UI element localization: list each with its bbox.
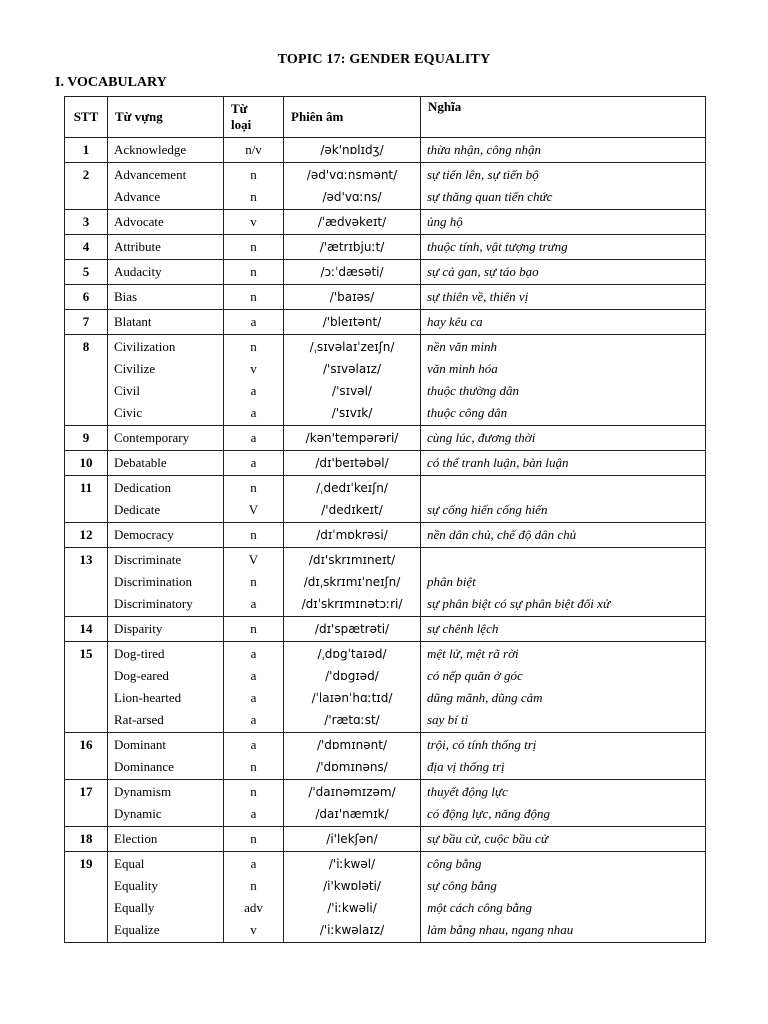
table-row: [65, 827, 706, 852]
meaning: thừa nhận, công nhận: [427, 142, 541, 157]
pronunciation-cell: [284, 617, 421, 642]
word-entry: Election: [114, 831, 158, 846]
meaning-cell: [421, 335, 706, 426]
table-row: [65, 523, 706, 548]
word-entry: Advancement: [114, 167, 187, 182]
part-of-speech: v: [250, 214, 257, 229]
meaning-cell: [421, 451, 706, 476]
header-pos: [224, 97, 284, 138]
header-pos-line1: Từ: [231, 101, 248, 116]
row-number: 18: [65, 827, 108, 852]
word-entry: Discrimination: [114, 574, 192, 589]
table-row: [65, 476, 706, 523]
table-row: [65, 780, 706, 827]
meaning: sự tiến lên, sự tiến bộ: [427, 167, 539, 182]
part-of-speech: a: [250, 856, 257, 871]
row-number: 7: [65, 310, 108, 335]
word-entry: Equalize: [114, 922, 160, 937]
pronunciation: /dɪˈskrɪmɪnətɔːri/: [301, 597, 403, 611]
header-ipa: [284, 97, 421, 138]
word-entry: Dedication: [114, 480, 172, 495]
pronunciation-cell: [284, 852, 421, 943]
meaning-cell: [421, 617, 706, 642]
table-row: [65, 310, 706, 335]
word-entry: Disparity: [114, 621, 163, 636]
meaning: sự công bằng: [427, 878, 497, 893]
meaning-cell: [421, 523, 706, 548]
part-of-speech: V: [248, 552, 259, 567]
word-entry-cell: [108, 733, 224, 780]
pronunciation: /'dedɪkeɪt/: [321, 503, 383, 517]
part-of-speech: n: [250, 831, 257, 846]
word-entry-cell: [108, 451, 224, 476]
table-row: [65, 235, 706, 260]
pronunciation-cell: [284, 548, 421, 617]
part-of-speech: a: [250, 383, 257, 398]
part-of-speech: n: [250, 621, 257, 636]
part-of-speech-cell: [224, 476, 284, 523]
pronunciation-cell: [284, 733, 421, 780]
meaning: làm bằng nhau, ngang nhau: [427, 922, 574, 937]
meaning-cell: [421, 426, 706, 451]
word-entry-cell: [108, 426, 224, 451]
part-of-speech: a: [250, 668, 257, 683]
part-of-speech: n: [250, 574, 257, 589]
meaning: có động lực, năng động: [427, 806, 550, 821]
pronunciation: /'dɒmɪnənt/: [316, 738, 388, 752]
part-of-speech: n/v: [245, 142, 262, 157]
pronunciation: /əd'vɑːnsmənt/: [306, 168, 398, 182]
word-entry: Equally: [114, 900, 155, 915]
word-entry: Equal: [114, 856, 145, 871]
word-entry: Dynamic: [114, 806, 162, 821]
meaning-cell: [421, 476, 706, 523]
part-of-speech: n: [250, 527, 257, 542]
part-of-speech: n: [250, 289, 257, 304]
part-of-speech: n: [250, 759, 257, 774]
table-row: [65, 163, 706, 210]
meaning-cell: [421, 210, 706, 235]
word-entry-cell: [108, 780, 224, 827]
vocabulary-table: [64, 96, 706, 943]
header-meaning: [421, 97, 706, 138]
pronunciation-cell: [284, 260, 421, 285]
pronunciation: /ˈlaɪənˈhɑːtɪd/: [311, 691, 393, 705]
table-row: [65, 451, 706, 476]
word-entry: Civilize: [114, 361, 156, 376]
table-row: [65, 210, 706, 235]
table-row: [65, 426, 706, 451]
part-of-speech-cell: [224, 335, 284, 426]
pronunciation: /'sɪvɪk/: [331, 406, 373, 420]
meaning: sự thiên về, thiên vị: [427, 289, 529, 304]
part-of-speech-cell: [224, 617, 284, 642]
row-number: 3: [65, 210, 108, 235]
pronunciation: /ˌdedɪˈkeɪʃn/: [316, 481, 388, 495]
row-number: 6: [65, 285, 108, 310]
word-entry: Debatable: [114, 455, 167, 470]
word-entry-cell: [108, 210, 224, 235]
part-of-speech-cell: [224, 163, 284, 210]
pronunciation: /i'lekʃən/: [326, 832, 378, 846]
table-row: [65, 852, 706, 943]
part-of-speech-cell: [224, 642, 284, 733]
meaning-cell: [421, 235, 706, 260]
part-of-speech: a: [250, 690, 257, 705]
meaning: sự cả gan, sự táo bạo: [427, 264, 539, 279]
word-entry: Blatant: [114, 314, 152, 329]
meaning: nền dân chủ, chế độ dân chủ: [427, 527, 577, 542]
part-of-speech: v: [250, 361, 257, 376]
header-word: [108, 97, 224, 138]
word-entry: Rat-arsed: [114, 712, 164, 727]
meaning-cell: [421, 642, 706, 733]
word-entry: Contemporary: [114, 430, 190, 445]
meaning-cell: [421, 310, 706, 335]
meaning: có thể tranh luận, bàn luận: [427, 455, 569, 470]
pronunciation-cell: [284, 827, 421, 852]
pronunciation: /'dɒmɪnəns/: [316, 760, 388, 774]
row-number: 15: [65, 642, 108, 733]
part-of-speech-cell: [224, 548, 284, 617]
pronunciation-cell: [284, 476, 421, 523]
pronunciation-cell: [284, 285, 421, 310]
word-entry: Dominance: [114, 759, 174, 774]
meaning: thuộc công dân: [427, 405, 508, 420]
word-entry: Lion-hearted: [114, 690, 182, 705]
pronunciation: /dɪˌskrɪmɪˈneɪʃn/: [303, 575, 401, 589]
part-of-speech: n: [250, 264, 257, 279]
part-of-speech: n: [250, 480, 257, 495]
word-entry: Audacity: [114, 264, 162, 279]
word-entry-cell: [108, 285, 224, 310]
meaning-cell: [421, 780, 706, 827]
row-number: 5: [65, 260, 108, 285]
word-entry: Dog-eared: [114, 668, 169, 683]
part-of-speech: n: [250, 189, 257, 204]
table-row: [65, 138, 706, 163]
pronunciation: /'sɪvəl/: [332, 384, 372, 398]
pronunciation: /'iːkwəlaɪz/: [319, 923, 385, 937]
table-row: [65, 733, 706, 780]
part-of-speech-cell: [224, 260, 284, 285]
header-stt: STT: [65, 97, 108, 138]
meaning: hay kêu ca: [427, 314, 483, 329]
word-entry: Civilization: [114, 339, 176, 354]
row-number: 12: [65, 523, 108, 548]
part-of-speech-cell: [224, 733, 284, 780]
part-of-speech: v: [250, 922, 257, 937]
meaning: sự bầu cử, cuộc bầu cử: [427, 831, 548, 846]
part-of-speech: a: [250, 314, 257, 329]
meaning-cell: [421, 548, 706, 617]
word-entry: Dominant: [114, 737, 166, 752]
row-number: 13: [65, 548, 108, 617]
meaning-cell: [421, 733, 706, 780]
word-entry: Democracy: [114, 527, 174, 542]
meaning-cell: [421, 827, 706, 852]
pronunciation: /'ætrɪbjuːt/: [319, 240, 385, 254]
meaning: ủng hộ: [427, 214, 463, 229]
row-number: 4: [65, 235, 108, 260]
word-entry-cell: [108, 617, 224, 642]
header-ipa-label: Phiên âm: [291, 109, 344, 124]
meaning: sự chênh lệch: [427, 621, 499, 636]
meaning: sự phân biệt có sự phân biệt đối xử: [427, 596, 611, 611]
pronunciation: /ɔːˈdæsəti/: [320, 265, 384, 279]
word-entry: Acknowledge: [114, 142, 187, 157]
part-of-speech: a: [250, 430, 257, 445]
pronunciation-cell: [284, 235, 421, 260]
part-of-speech: a: [250, 646, 257, 661]
header-word-label: Từ vựng: [115, 109, 163, 124]
part-of-speech-cell: [224, 138, 284, 163]
word-entry-cell: [108, 335, 224, 426]
part-of-speech: n: [250, 784, 257, 799]
part-of-speech: n: [250, 878, 257, 893]
word-entry-cell: [108, 476, 224, 523]
meaning: sự thăng quan tiến chức: [427, 189, 553, 204]
word-entry: Discriminate: [114, 552, 182, 567]
word-entry: Equality: [114, 878, 159, 893]
word-entry: Dog-tired: [114, 646, 165, 661]
pronunciation: /'dɒgɪəd/: [325, 669, 379, 683]
pronunciation: /dɪ'spætrəti/: [314, 622, 390, 636]
pronunciation-cell: [284, 210, 421, 235]
meaning-cell: [421, 285, 706, 310]
pronunciation: /'baɪəs/: [329, 290, 375, 304]
table-row: [65, 548, 706, 617]
meaning: sự cống hiến cống hiến: [427, 502, 548, 517]
part-of-speech-cell: [224, 285, 284, 310]
word-entry-cell: [108, 548, 224, 617]
pronunciation: /'iːkwəl/: [328, 857, 376, 871]
row-number: 9: [65, 426, 108, 451]
word-entry: Discriminatory: [114, 596, 193, 611]
pronunciation: /dɪˈmɒkrəsi/: [316, 528, 388, 542]
pronunciation: /dɪ'beɪtəbəl/: [315, 456, 389, 470]
row-number: 14: [65, 617, 108, 642]
part-of-speech: adv: [244, 900, 263, 915]
word-entry: Advocate: [114, 214, 164, 229]
part-of-speech: a: [250, 737, 257, 752]
word-entry: Dynamism: [114, 784, 172, 799]
pronunciation: /ˌsɪvəlaɪˈzeɪʃn/: [309, 340, 395, 354]
word-entry-cell: [108, 260, 224, 285]
word-entry-cell: [108, 827, 224, 852]
meaning: [421, 477, 705, 499]
word-entry: Advance: [114, 189, 161, 204]
word-entry-cell: [108, 235, 224, 260]
pronunciation: /ˈædvəkeɪt/: [317, 215, 387, 229]
table-header-row: [65, 97, 706, 138]
pronunciation: /'rætɑːst/: [324, 713, 380, 727]
part-of-speech: a: [250, 455, 257, 470]
word-entry: Attribute: [114, 239, 161, 254]
meaning: nền văn minh: [427, 339, 498, 354]
pronunciation-cell: [284, 163, 421, 210]
part-of-speech: n: [250, 339, 257, 354]
part-of-speech: a: [250, 712, 257, 727]
pronunciation: /əd'vɑːns/: [322, 190, 382, 204]
pronunciation-cell: [284, 335, 421, 426]
pronunciation-cell: [284, 523, 421, 548]
meaning-cell: [421, 163, 706, 210]
part-of-speech: n: [250, 239, 257, 254]
word-entry-cell: [108, 523, 224, 548]
row-number: 11: [65, 476, 108, 523]
pronunciation: /kən'tempərəri/: [305, 431, 399, 445]
meaning: say bí tỉ: [427, 712, 469, 727]
word-entry-cell: [108, 138, 224, 163]
part-of-speech: n: [250, 167, 257, 182]
part-of-speech-cell: [224, 210, 284, 235]
row-number: 8: [65, 335, 108, 426]
pronunciation-cell: [284, 426, 421, 451]
table-row: [65, 617, 706, 642]
row-number: 1: [65, 138, 108, 163]
part-of-speech-cell: [224, 780, 284, 827]
meaning-cell: [421, 138, 706, 163]
row-number: 2: [65, 163, 108, 210]
header-meaning-label: Nghĩa: [428, 99, 462, 114]
pronunciation: /ˌdɒgˈtaɪəd/: [317, 647, 387, 661]
pronunciation: /dɪ'skrɪmɪneɪt/: [308, 553, 396, 567]
meaning: phân biệt: [427, 574, 476, 589]
part-of-speech: a: [250, 596, 257, 611]
meaning: công bằng: [427, 856, 482, 871]
pronunciation: /'daɪnəmɪzəm/: [308, 785, 396, 799]
word-entry-cell: [108, 642, 224, 733]
pronunciation: /'sɪvəlaɪz/: [322, 362, 382, 376]
part-of-speech-cell: [224, 523, 284, 548]
word-entry: Civil: [114, 383, 141, 398]
pronunciation-cell: [284, 642, 421, 733]
meaning: địa vị thống trị: [427, 759, 505, 774]
pronunciation: /'bleɪtənt/: [322, 315, 382, 329]
meaning: thuộc tính, vật tượng trưng: [427, 239, 568, 254]
table-row: [65, 285, 706, 310]
part-of-speech-cell: [224, 451, 284, 476]
pronunciation: /'iːkwəli/: [327, 901, 377, 915]
meaning: thuộc thường dân: [427, 383, 520, 398]
part-of-speech-cell: [224, 310, 284, 335]
meaning: [421, 549, 705, 571]
row-number: 17: [65, 780, 108, 827]
word-entry-cell: [108, 852, 224, 943]
word-entry: Civic: [114, 405, 143, 420]
table-row: [65, 260, 706, 285]
word-entry-cell: [108, 310, 224, 335]
meaning-cell: [421, 260, 706, 285]
row-number: 16: [65, 733, 108, 780]
pronunciation: /i'kwɒləti/: [323, 879, 381, 893]
pronunciation-cell: [284, 780, 421, 827]
pronunciation-cell: [284, 451, 421, 476]
meaning: có nếp quăn ở góc: [427, 668, 523, 683]
meaning: thuyết động lực: [427, 784, 508, 799]
row-number: 19: [65, 852, 108, 943]
meaning: mệt lử, mệt rã rời: [427, 646, 519, 661]
meaning: một cách công bằng: [427, 900, 533, 915]
meaning: cùng lúc, đương thời: [427, 430, 536, 445]
meaning: trội, có tính thống trị: [427, 737, 537, 752]
part-of-speech: a: [250, 405, 257, 420]
part-of-speech: a: [250, 806, 257, 821]
table-row: [65, 642, 706, 733]
pronunciation: /daɪ'næmɪk/: [315, 807, 389, 821]
part-of-speech-cell: [224, 852, 284, 943]
table-row: [65, 335, 706, 426]
meaning: văn minh hóa: [427, 361, 498, 376]
pronunciation-cell: [284, 310, 421, 335]
word-entry: Bias: [114, 289, 138, 304]
page-title: TOPIC 17: GENDER EQUALITY: [277, 52, 491, 67]
part-of-speech-cell: [224, 235, 284, 260]
word-entry-cell: [108, 163, 224, 210]
part-of-speech-cell: [224, 827, 284, 852]
part-of-speech-cell: [224, 426, 284, 451]
section-heading: I. VOCABULARY: [55, 75, 167, 90]
meaning-cell: [421, 852, 706, 943]
part-of-speech: V: [248, 502, 259, 517]
pronunciation-cell: [284, 138, 421, 163]
pronunciation: /ək'nɒlɪdʒ/: [320, 143, 384, 157]
meaning: dũng mãnh, dũng cảm: [427, 690, 543, 705]
word-entry: Dedicate: [114, 502, 161, 517]
header-pos-line2: loại: [231, 117, 252, 132]
row-number: 10: [65, 451, 108, 476]
